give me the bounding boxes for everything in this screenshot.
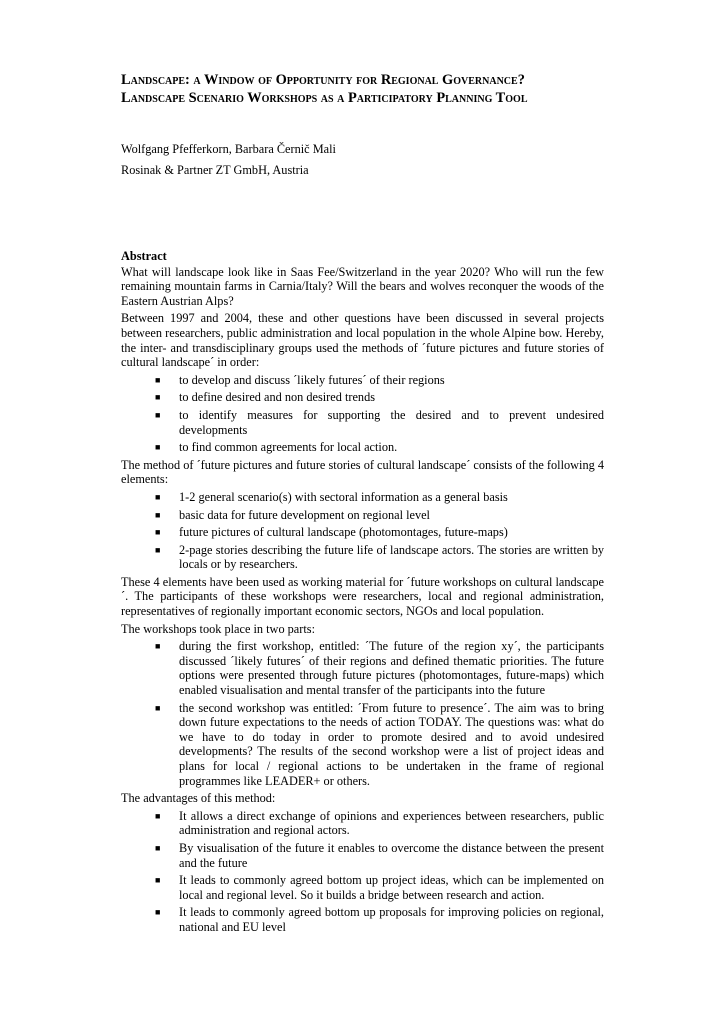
list-item xyxy=(121,373,604,388)
bullet-icon: ■ xyxy=(155,392,161,403)
bullet-icon: ■ xyxy=(155,491,161,502)
paragraph-4: These 4 elements have been used as working material for ´future workshops on cultural landscape´. The participants of these workshops were researchers, local and regional administration, representatives of regionally important economic sectors, NGOs and local population. xyxy=(121,574,604,619)
list-item-text: basic data for future development on regional level xyxy=(179,507,430,522)
bullet-icon: ■ xyxy=(155,641,161,652)
abstract-heading: Abstract xyxy=(121,249,167,263)
list-item-text: the second workshop was entitled: ´From future to presence´. The aim was to bring down future expectations to the needs of action TODAY. The questions was: what do we have to do today in order to promote desired and to avoid undesired developments? The results of the second workshop were a list of project ideas and plans for local / regional actions to be undertaken in the frame of regional programmes like LEADER+ or others. xyxy=(179,700,604,788)
list-item-text: By visualisation of the future it enables to overcome the distance between the present and the future xyxy=(179,840,604,870)
bullet-list-elements xyxy=(121,490,604,572)
bullet-icon: ■ xyxy=(155,702,161,713)
list-item-text: during the first workshop, entitled: ´The future of the region xy´, the participants discussed ´likely futures´ of their regions and defined thematic priorities. The future options were presented through future pictures (photomontages, future-maps) which enabled visualisation and mental transfer of the participants into the future xyxy=(179,639,604,698)
paragraph-2: Between 1997 and 2004, these and other questions have been discussed in several projects between researchers, public administration and local population in the whole Alpine bow. Hereby, the inter- and transdisciplinary groups used the methods of ´future pictures and future stories of cultural landscape´ in order: xyxy=(121,311,604,370)
list-item xyxy=(121,841,604,870)
list-item-text: It leads to commonly agreed bottom up project ideas, which can be implemented on local and regional level. So it builds a bridge between research and action. xyxy=(179,873,604,902)
affiliation: Rosinak & Partner ZT GmbH, Austria xyxy=(121,163,309,177)
list-item xyxy=(121,440,604,455)
list-item-text: future pictures of cultural landscape (photomontages, future-maps) xyxy=(179,525,508,540)
bullet-icon: ■ xyxy=(155,509,161,520)
title-line-2: Landscape Scenario Workshops as a Participatory Planning Tool xyxy=(121,90,528,106)
paper-title xyxy=(121,71,604,107)
list-item-text: to define desired and non desired trends xyxy=(179,390,376,405)
list-item-text: It allows a direct exchange of opinions and experiences between researchers, public administration and regional actors. xyxy=(179,808,604,838)
paragraph-1: What will landscape look like in Saas Fee/Switzerland in the year 2020? Who will run the few remaining mountain farms in Carnia/Italy? Will the bears and wolves reconquer the woods of the Eastern Austrian Alps? xyxy=(121,264,604,308)
list-item xyxy=(121,525,604,540)
list-item xyxy=(121,408,604,437)
list-item xyxy=(121,508,604,523)
list-item-text: to develop and discuss ´likely futures´ of their regions xyxy=(179,372,445,387)
list-item xyxy=(121,543,604,572)
paragraph-6: The advantages of this method: xyxy=(121,791,276,806)
bullet-icon: ■ xyxy=(155,544,161,555)
bullet-icon: ■ xyxy=(155,810,161,821)
bullet-icon: ■ xyxy=(155,374,161,385)
bullet-list-advantages xyxy=(121,809,604,935)
title-line-1: Landscape: a Window of Opportunity for Regional Governance? xyxy=(121,72,525,88)
author-list: Wolfgang Pfefferkorn, Barbara Černič Mali xyxy=(121,142,336,156)
list-item-text: 2-page stories describing the future life of landscape actors. The stories are written by locals or by researchers. xyxy=(179,542,604,572)
bullet-list-workshops xyxy=(121,639,604,788)
bullet-list-aims xyxy=(121,373,604,455)
bullet-icon: ■ xyxy=(155,409,161,420)
list-item xyxy=(121,390,604,405)
abstract-section xyxy=(121,249,604,938)
bullet-icon: ■ xyxy=(155,442,161,453)
paragraph-5: The workshops took place in two parts: xyxy=(121,621,315,636)
list-item xyxy=(121,809,604,838)
list-item xyxy=(121,905,604,934)
bullet-icon: ■ xyxy=(155,842,161,853)
list-item xyxy=(121,701,604,789)
list-item xyxy=(121,639,604,697)
list-item-text: to identify measures for supporting the desired and to prevent undesired developments xyxy=(179,407,604,437)
paragraph-3: The method of ´future pictures and future stories of cultural landscape´ consists of the following 4 elements: xyxy=(121,457,604,487)
bullet-icon: ■ xyxy=(155,907,161,918)
list-item-text: 1-2 general scenario(s) with sectoral information as a general basis xyxy=(179,489,508,504)
list-item xyxy=(121,490,604,505)
list-item-text: to find common agreements for local action. xyxy=(179,440,398,455)
list-item xyxy=(121,873,604,902)
bullet-icon: ■ xyxy=(155,875,161,886)
bullet-icon: ■ xyxy=(155,527,161,538)
list-item-text: It leads to commonly agreed bottom up proposals for improving policies on regional, national and EU level xyxy=(179,905,604,934)
